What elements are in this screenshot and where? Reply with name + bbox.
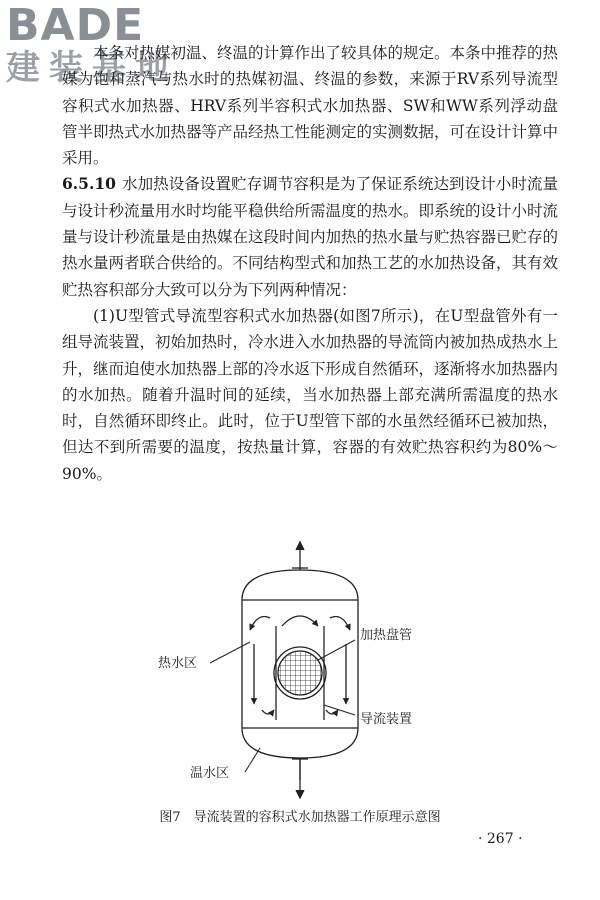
- section-number: 6.5.10: [62, 174, 116, 194]
- paragraph-3: (1)U型管式导流型容积式水加热器(如图7所示)，在U型盘管外有一组导流装置，初始加热时，冷水进入水加热器的导流筒内被加热成热水上升，继而迫使水加热器上部的冷水返下形成自然循环，逐渐将水加热器内的水加热。随着升温时间的延续，当水加热器上部充满所需温度的热水时，自然循环即终止。此时，位于U型管下部的水虽然经循环已被加热，但达不到所需要的温度，按热量计算，容器的有效贮热容积约为80%～90%。: [62, 306, 559, 483]
- label-hot-zone: 热水区: [158, 656, 198, 671]
- paragraph-2-text: 水加热设备设置贮存调节容积是为了保证系统达到设计小时流量与设计秒流量用水时均能平稳供给所需温度的热水。即系统的设计小时流量与设计秒流量是由热媒在这段时间内加热的热水量与贮热容器已贮存的热水量两者联合供给的。不同结构型式和加热工艺的水加热设备，其有效贮热容积部分大致可以分为下列两种情况：: [62, 175, 559, 299]
- label-heating-coil: 加热盘管: [360, 628, 413, 643]
- label-warm-zone: 温水区: [190, 766, 230, 781]
- paragraph-1: 本条对热媒初温、终温的计算作出了较具体的规定。本条中推荐的热媒为饱和蒸汽与热水时的热媒初温、终温的参数，来源于RV系列导流型容积式水加热器、HRV系列半容积式水加热器、SW和WW系列浮动盘管半即热式水加热器等产品经热工性能测定的实测数据，可在设计计算中采用。: [62, 44, 559, 168]
- paragraph-2: [62, 171, 558, 302]
- page-number: · 267 ·: [478, 831, 523, 847]
- label-guide-device: 导流装置: [360, 712, 413, 727]
- heating-coil-grid: [278, 651, 322, 695]
- logo-jianzhuang: 建装基地: [6, 48, 178, 88]
- figure-7: [150, 540, 460, 800]
- figure-caption: 图7 导流装置的容积式水加热器工作原理示意图: [159, 810, 441, 825]
- body-text: [62, 40, 558, 487]
- logo-bade: BADE: [6, 0, 145, 51]
